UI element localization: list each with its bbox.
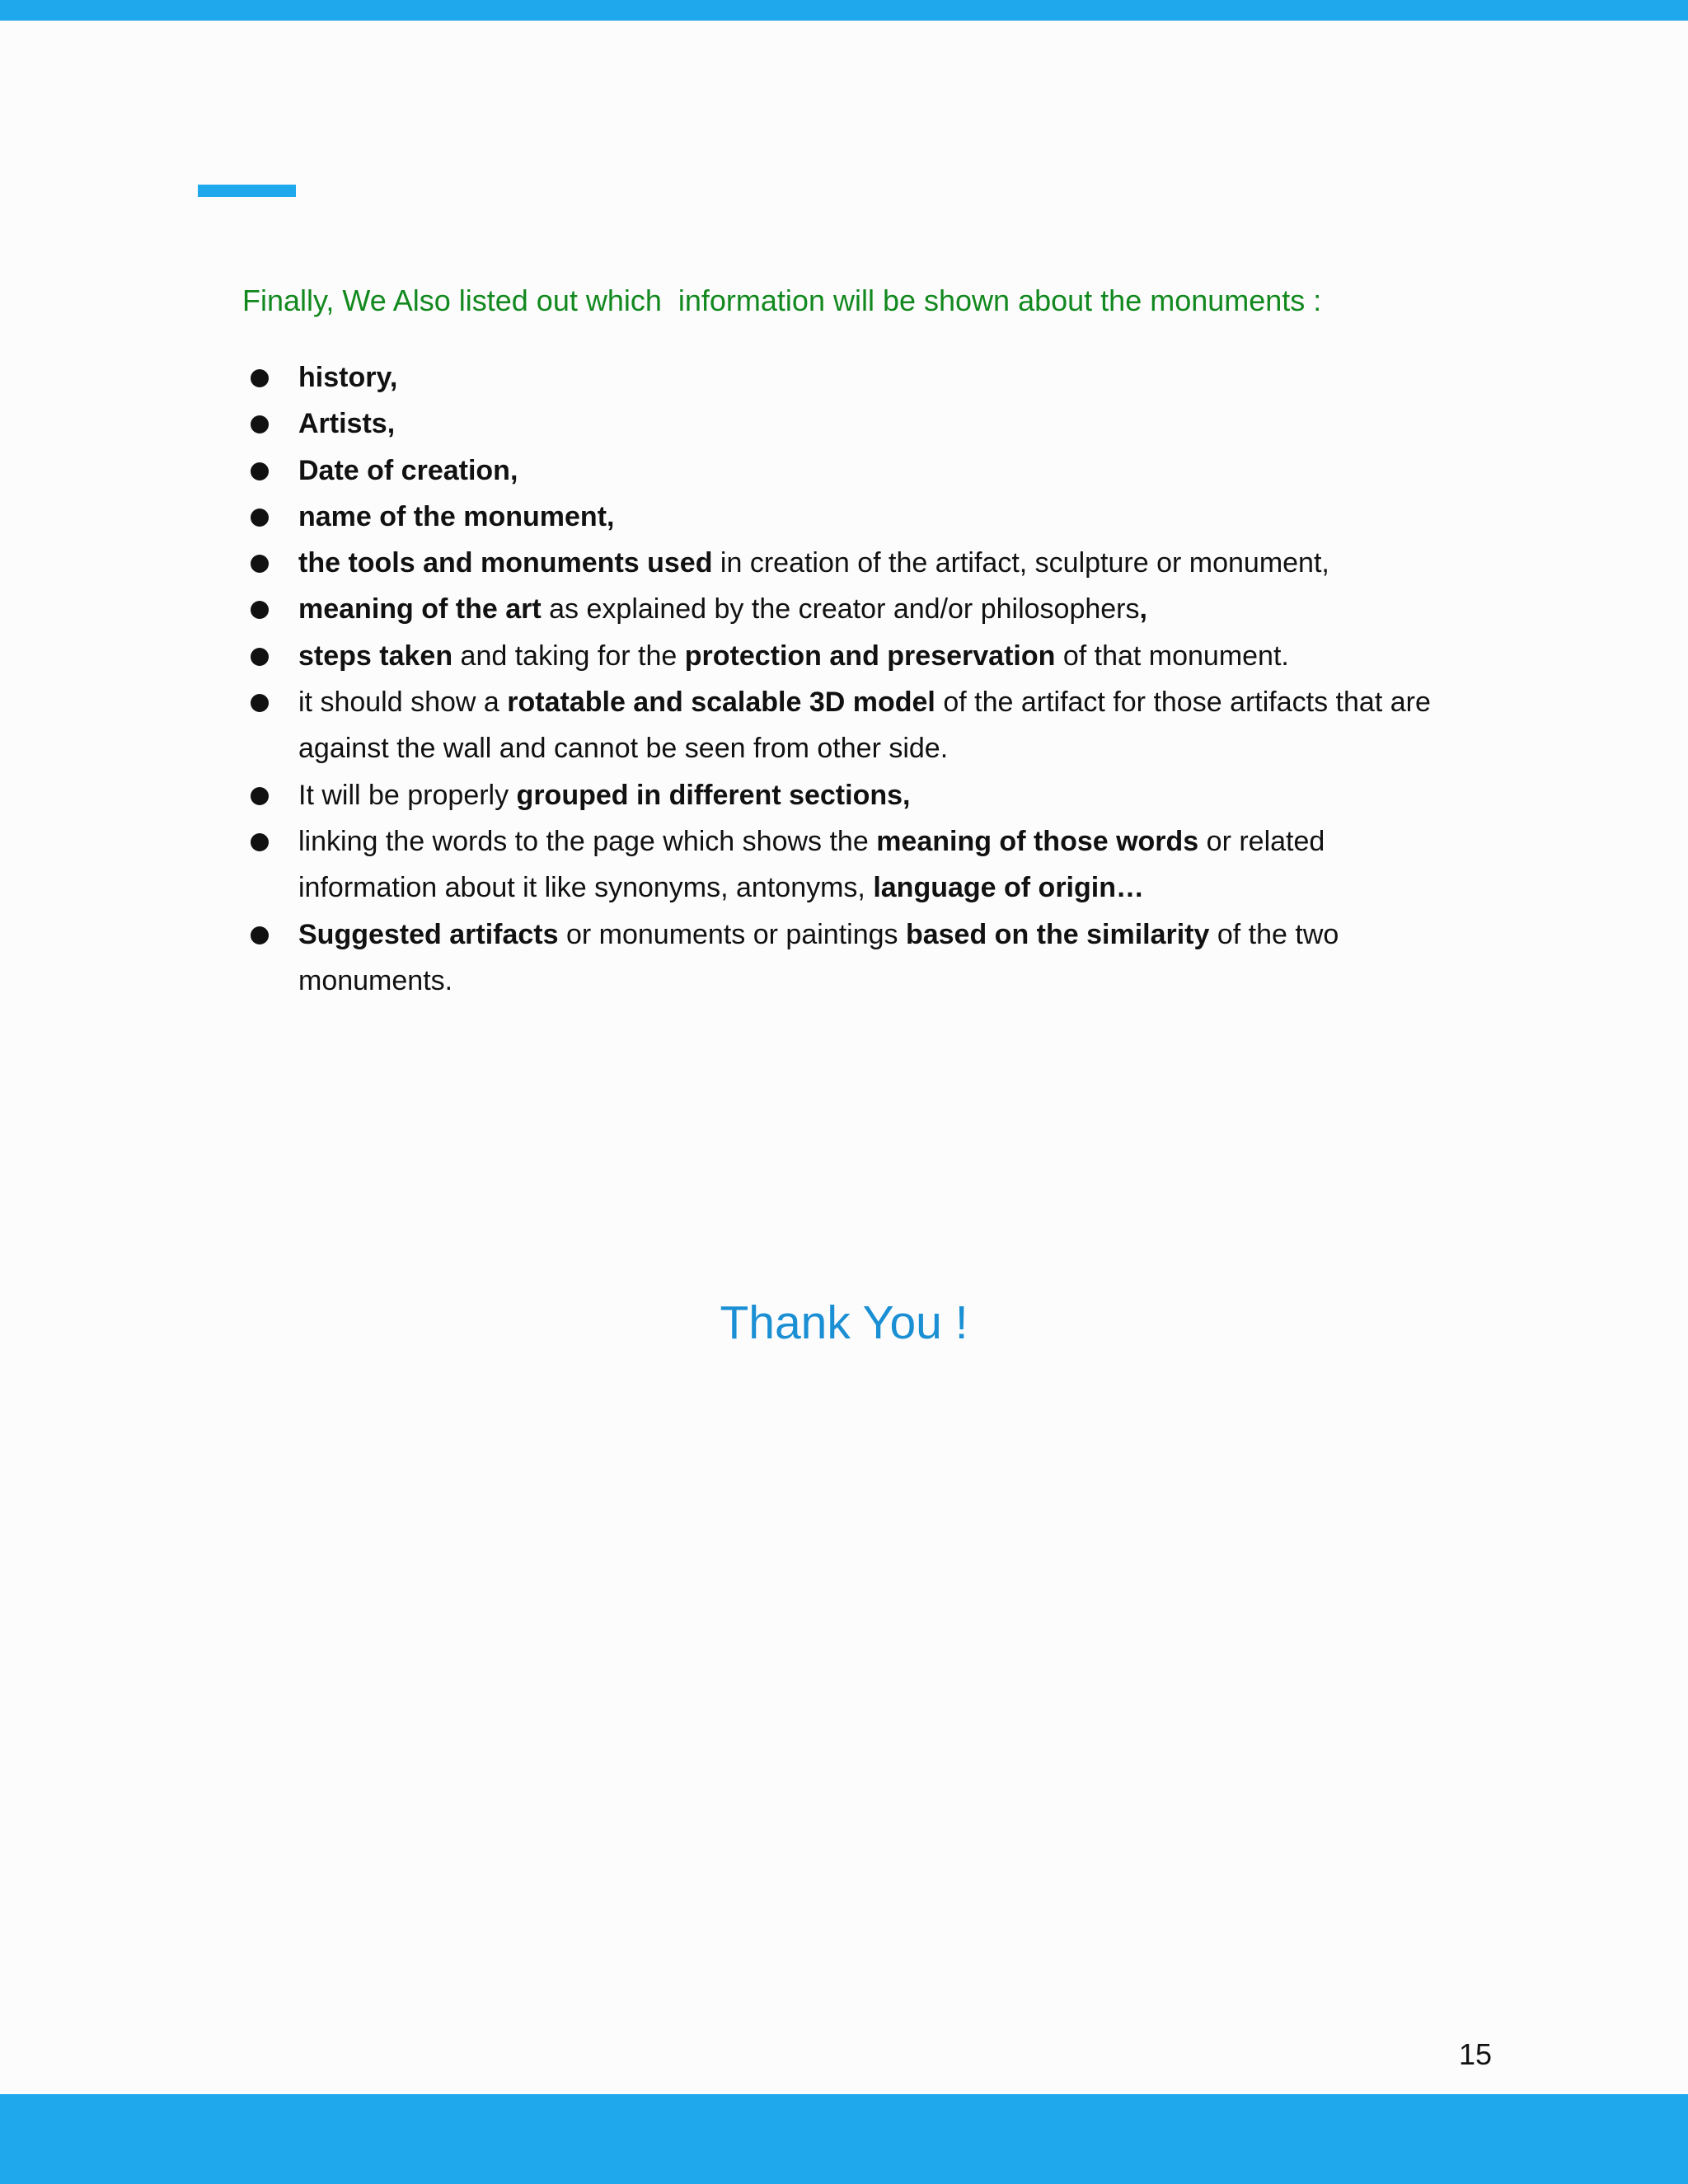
list-item-text: and taking for the	[452, 640, 685, 672]
bold-text: history,	[298, 362, 398, 393]
list-item	[251, 633, 1470, 679]
list-item-text: of the artifact for those artifacts that are against the wall and cannot be seen from other side.	[298, 687, 1431, 765]
section-accent-dash	[198, 185, 296, 197]
list-item	[251, 354, 1470, 401]
bold-text: Artists,	[298, 408, 396, 440]
bullet-icon	[251, 555, 269, 573]
list-item-text: as explained by the creator and/or philosophers	[541, 593, 1140, 626]
bullet-icon	[251, 462, 269, 480]
bold-text: protection and preservation	[684, 640, 1056, 672]
bold-text: grouped in different sections,	[516, 779, 911, 811]
list-item-text: linking the words to the page which shows the	[298, 825, 877, 857]
list-item	[251, 818, 1470, 912]
footer-accent-bar	[0, 2094, 1688, 2184]
list-item-text: in creation of the artifact, sculpture or monument,	[712, 547, 1329, 579]
bullet-icon	[251, 648, 269, 666]
bold-text: based on the similarity	[905, 918, 1210, 950]
bullet-icon	[251, 415, 269, 434]
list-item-text: or related information about it like synonyms, antonyms,	[298, 825, 1325, 904]
list-item	[251, 494, 1470, 540]
bold-text: language of origin…	[873, 872, 1144, 904]
bullet-icon	[251, 369, 269, 387]
thank-you-text: Thank You !	[720, 1296, 968, 1349]
bold-text: meaning of the art	[298, 593, 542, 626]
list-item	[251, 772, 1470, 818]
bold-text: the tools and monuments used	[298, 547, 713, 579]
bold-text: name of the monument,	[298, 500, 615, 532]
list-item	[251, 912, 1470, 1005]
header-accent-bar	[0, 0, 1688, 21]
bullet-icon	[251, 787, 269, 805]
bold-text: meaning of those words	[876, 825, 1199, 857]
intro-text: Finally, We Also listed out which information will be shown about the monuments :	[242, 284, 1322, 317]
feature-list	[251, 354, 1470, 1004]
bullet-icon	[251, 926, 269, 944]
bullet-icon	[251, 509, 269, 527]
bullet-icon	[251, 833, 269, 851]
bold-text: ,	[1139, 593, 1147, 626]
list-item	[251, 540, 1470, 586]
bold-text: Suggested artifacts	[298, 918, 559, 950]
list-item	[251, 586, 1470, 632]
list-item-text: It will be properly	[298, 779, 517, 811]
list-item-text: of the two monuments.	[298, 918, 1339, 996]
list-item	[251, 401, 1470, 447]
list-item	[251, 448, 1470, 494]
bold-text: rotatable and scalable 3D model	[507, 687, 935, 719]
bullet-icon	[251, 694, 269, 712]
list-item-text: or monuments or paintings	[558, 918, 906, 950]
list-item	[251, 679, 1470, 772]
bold-text: steps taken	[298, 640, 453, 672]
bold-text: Date of creation,	[298, 454, 518, 486]
bullet-icon	[251, 601, 269, 619]
list-item-text: it should show a	[298, 687, 508, 719]
page-number: 15	[1458, 2037, 1492, 2071]
list-item-text: of that monument.	[1055, 640, 1289, 672]
